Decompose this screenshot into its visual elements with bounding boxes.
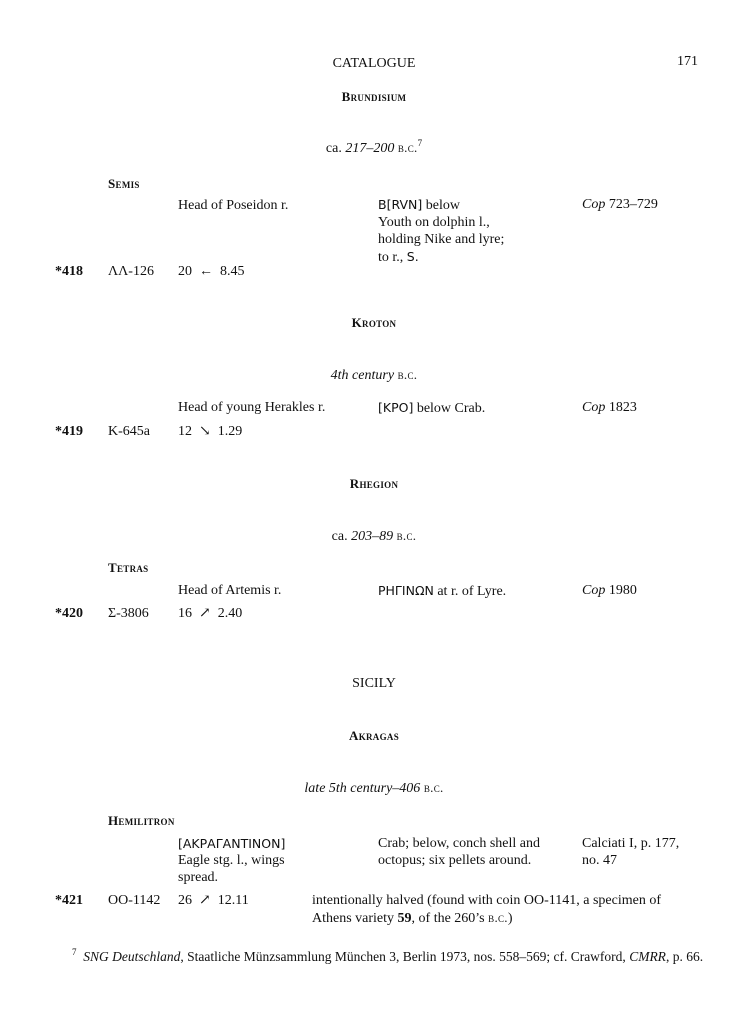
- date-brundisium: ca. 217–200 b.c.$^7$: [325, 138, 423, 156]
- metrics-420: 16 ↗ 2.40: [178, 606, 243, 621]
- region-heading-kroton: Kroton: [351, 315, 397, 330]
- metrics-421: 26 ↗ 12.11: [178, 893, 249, 908]
- reference-419: Cop 1823: [582, 400, 637, 415]
- die-axis-arrow: ↗: [199, 893, 211, 908]
- entry-number-421: *421: [55, 893, 83, 908]
- date-rhegion: ca. 203–89 b.c.: [331, 528, 417, 544]
- reverse-421: Crab; below, conch shell and octopus; six pellets around.: [378, 836, 540, 868]
- denomination-hemilitron: Hemilitron: [108, 813, 175, 828]
- die-axis-arrow: ↘: [199, 424, 211, 439]
- reference-418: Cop 723–729: [582, 197, 658, 212]
- note-421: intentionally halved (found with coin ΟΟ-1141, a specimen of Athens variety 59, of the 260’s b.c.): [312, 893, 662, 926]
- entry-number-420: *420: [55, 606, 83, 621]
- region-heading-brundisium: Brundisium: [341, 89, 407, 104]
- denomination-semis: Semis: [108, 176, 140, 191]
- section-heading-sicily: SICILY: [352, 676, 396, 691]
- metrics-418: 20 ← 8.45: [178, 264, 245, 279]
- inventory-420: Σ-3806: [108, 606, 149, 621]
- denomination-tetras: Tetras: [108, 560, 149, 575]
- inventory-418: ΛΛ-126: [108, 264, 154, 279]
- die-axis-arrow: ↗: [199, 606, 211, 621]
- reverse-419: [ΚΡΟ] below Crab.: [378, 400, 486, 416]
- reverse-418: B[RVN] below Youth on dolphin l., holding Nike and lyre; to r., S.: [378, 197, 505, 265]
- reverse-420: ΡΗΓΙΝΩΝ at r. of Lyre.: [378, 583, 507, 599]
- inventory-419: Κ-645a: [108, 424, 150, 439]
- region-heading-rhegion: Rhegion: [349, 476, 399, 491]
- footnote: $^7$ SNG Deutschland, Staatliche Münzsammlung München 3, Berlin 1973, nos. 558–569; cf. Crawford, CMRR, p. 66.: [72, 947, 704, 964]
- footnote-number: 7: [72, 947, 77, 957]
- page-title: CATALOGUE: [332, 56, 416, 71]
- obverse-420: Head of Artemis r.: [178, 583, 282, 598]
- date-kroton: 4th century b.c.: [330, 367, 418, 383]
- entry-number-419: *419: [55, 424, 83, 439]
- obverse-419: Head of young Herakles r.: [178, 400, 326, 415]
- entry-number-418: *418: [55, 264, 83, 279]
- footnote-marker: 7: [417, 138, 423, 148]
- metrics-419: 12 ↘ 1.29: [178, 424, 243, 439]
- reference-420: Cop 1980: [582, 583, 637, 598]
- date-akragas: late 5th century–406 b.c.: [304, 780, 444, 796]
- region-heading-akragas: Akragas: [349, 728, 399, 743]
- die-axis-arrow: ←: [199, 264, 213, 279]
- inventory-421: ΟΟ-1142: [108, 893, 161, 908]
- obverse-418: Head of Poseidon r.: [178, 198, 289, 213]
- obverse-421: [ΑΚΡΑΓΑΝΤΙΝΟΝ] Eagle stg. l., wings spread.: [178, 836, 286, 885]
- reference-421: Calciati I, p. 177, no. 47: [582, 836, 680, 868]
- page-number: 171: [677, 54, 698, 69]
